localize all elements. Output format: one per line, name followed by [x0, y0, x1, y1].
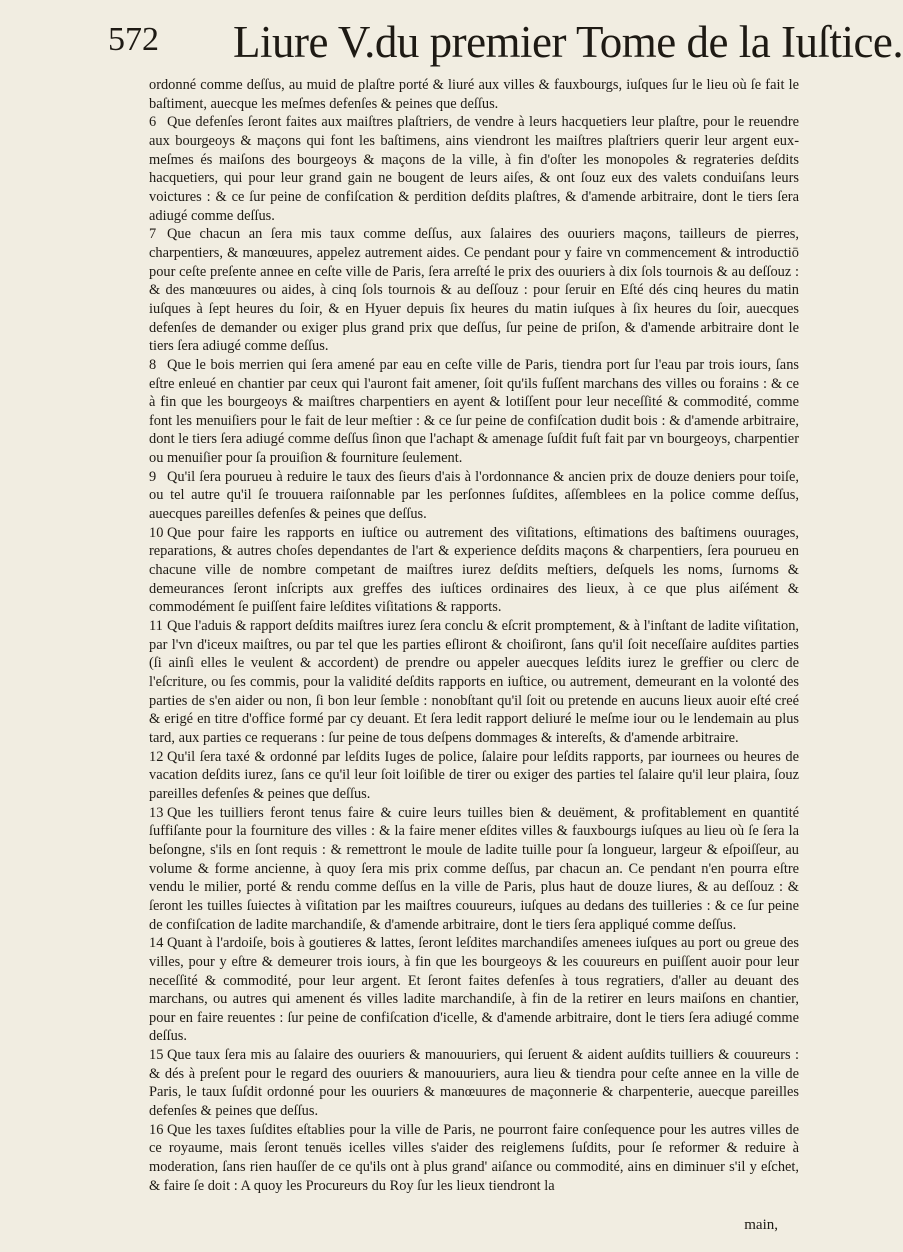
body-text — [149, 76, 799, 1195]
article-number: 14 — [149, 935, 164, 952]
article-11: 11 Que l'aduis & rapport deſdits maiſtres iurez ſera conclu & eſcrit promptement, & à l'inſtant de ladite viſitation, par l'vn d'iceux maiſtres, ou par tel que les parties eſliront & choiſiront, ſans qu'il ſoit neceſſaire auſdites parties (ſi ainſi elles le veulent & accordent) de prendre ou appeler auecques leſdits iurez le greffier ou clerc de l'eſcriture, ou ſes commis, pour la validité deſdits rapports en iuſtice, ou autrement, demeurant en la volonté des parties de s'en aider ou non, ſi bon leur ſemble : nonobſtant qu'il ſoit ou pretende en aucuns lieux auoir eſté creé & erigé en titre d'office formé par cy deuant. Et ſera ledit rapport deliuré le meſme iour ou le lendemain au plus tard, aux parties ce requerans : ſur peine de tous deſpens dommages & intereſts, & d'amende arbitraire. — [149, 618, 799, 746]
article-14: 14 Quant à l'ardoiſe, bois à goutieres & lattes, ſeront leſdites marchandiſes amenees iuſques au port ou greue des villes, pour y eſtre & demeurer trois iours, à fin que les bourgeoys & les couureurs en puiſſent auoir pour leur neceſſité & commodité, pour leur argent. Et ſeront faites defenſes à tous regratiers, d'aller au deuant des marchans, ou autres qui amenent és villes ladite marchandiſe, à fin de la retirer en leurs maiſons en chantier, pour en faire reuentes : ſur peine de confiſcation d'icelle, & d'amende arbitraire, dont le tiers ſera adiugé comme deſſus. — [149, 935, 799, 1045]
article-7: 7 Que chacun an ſera mis taux comme deſſus, aux ſalaires des ouuriers maçons, tailleurs de pierres, charpentiers, & manœuures, appelez autrement aides. Ce pendant pour y faire vn commencement & introductiō pour ceſte preſente annee en ceſte ville de Paris, ſera arreſté le prix des ouuriers à dix ſols tournois & au deſſouz : & des manœuures ou aides, à cinq ſols tournois & au deſſouz : pour ſeruir en Eſté dés cinq heures du matin iuſques à ſept heures du ſoir, & en Hyuer depuis ſix heures du matin iuſques à ſix heures du ſoir, auecques defenſes de demander ou exiger plus grand prix que deſſus, ſur peine de priſon, & d'amende arbitraire dont le tiers ſera adiugé comme deſſus. — [149, 226, 799, 355]
article-number: 6 — [149, 114, 157, 131]
article-6: 6 Que defenſes ſeront faites aux maiſtres plaſtriers, de vendre à leurs hacquetiers leur plaſtre, pour le reuendre aux bourgeoys & maçons qui font les baſtimens, ains viendront les maiſtres plaſtriers querir leur argent eux-meſmes és maiſons des bourgeoys & maçons de la ville, à fin d'oſter les monopoles & regrateries deſdits hacquetiers, qui pour leur grand gain ne bougent de leurs aiſes, & ont ſouz eux des valets conduiſans leurs voictures : & ce ſur peine de confiſcation & perdition deſdits plaſtres, & d'amende arbitraire, dont le tiers ſera adiugé comme deſſus. — [149, 114, 799, 224]
article-number: 16 — [149, 1121, 164, 1138]
catchword: main, — [744, 1217, 778, 1233]
article-10: 10 Que pour faire les rapports en iuſtice ou autrement des viſitations, eſtimations des baſtimens ouurages, reparations, & autres choſes dependantes de l'art & experience deſdits maçons & charpentiers, ſera pourueu en chacune ville de nombre competant de maiſtres iurez deſdits meſtiers, deſquels les noms, ſurnoms & demeurances ſeront inſcripts aux greffes des iuſtices ordinaires des lieux, à ce que plus aiſément & commodément ſe puiſſent faire leſdites viſitations & rapports. — [149, 524, 799, 616]
article-number: 10 — [149, 524, 164, 541]
article-number: 11 — [149, 618, 163, 635]
article-16: 16 Que les taxes ſuſdites eſtablies pour la ville de Paris, ne pourront faire conſequence pour les autres villes de ce royaume, mais ſeront tenuës icelles villes s'aider des reiglemens ſuſdits, pour ſe reformer & reduire à moderation, ſans rien hauſſer de ce qu'ils ont à plus grand' aiſance ou commodité, ains en diminuer s'il y eſchet, & faire ſe doit : A quoy les Procureurs du Roy ſur les lieux tiendront la — [149, 1121, 799, 1194]
article-9: 9 Qu'il ſera pourueu à reduire le taux des ſieurs d'ais à l'ordonnance & ancien prix de douze deniers pour toiſe, ou tel autre qu'il ſe trouuera raiſonnable par les perſonnes ſuſdites, aſſemblees en la police comme deſſus, auecques pareilles defenſes & peines que deſſus. — [149, 468, 799, 523]
page-number: 572 — [108, 21, 159, 58]
article-number: 13 — [149, 804, 164, 821]
article-number: 15 — [149, 1047, 164, 1064]
article-15: 15 Que taux ſera mis au ſalaire des ouuriers & manouuriers, qui ſeruent & aident auſdits tuilliers & couureurs : & dés à preſent pour le regard des ouuriers & manouuriers, aura lieu & tiendra pour ceſte annee en la ville de Paris, le taux ſuſdit ordonné pour les ouuriers & manœuures de maçonnerie & charpenterie, auecque pareilles defenſes & peines que deſſus. — [149, 1047, 799, 1120]
article-12: 12 Qu'il ſera taxé & ordonné par leſdits Iuges de police, ſalaire pour leſdits rapports, par iournees ou heures de vacation deſdits iurez, ſans ce qu'il leur ſoit loiſible de tirer ou exiger des parties tel ſalaire qu'il leur plaira, ſouz pareilles defenſes & peines que deſſus. — [149, 748, 799, 802]
article-8: 8 Que le bois merrien qui ſera amené par eau en ceſte ville de Paris, tiendra port ſur l'eau par trois iours, ſans eſtre enleué en chantier par ceux qui l'auront fait amener, ſoit qu'ils fuſſent marchans des villes ou forains : & ce à fin que les bourgeoys & maiſtres charpentiers en ayent & lotiſſent pour leur neceſſité & commodité, comme font les menuiſiers pour le fait de leur meſtier : & ce ſur peine de confiſcation dudit bois : & d'amende arbitraire, dont le tiers ſera adiugé comme deſſus ſinon que l'achapt & amenage ſuſdit fuſt fait par vn bourgeoys, charpentier ou menuiſier pour ſa prouiſion & fourniture ſeulement. — [149, 356, 799, 467]
article-number: 8 — [149, 356, 157, 373]
running-title: Liure V.du premier Tome de la Iuſtice. — [233, 17, 903, 67]
article-13: 13 Que les tuilliers feront tenus faire & cuire leurs tuilles bien & deuëment, & profitablement en quantité ſuffiſante pour la fourniture des villes : & la faire mener eſdites villes & fauxbourgs iuſques au lieu où ſe ſera la beſongne, s'ils en ſont requis : & remettront le moule de ladite tuille pour ſa longueur, largeur & eſpoiſſeur, au volume & forme ancienne, à quoy ſera mis prix comme deſſus, par chacun an. Ce pendant n'en pourra eſtre vendu le milier, porté & rendu comme deſſus en la ville de Paris, plus haut de douze liures, & au deſſouz : & ſeront les tuilles ſuiectes à viſitation par les maiſtres couureurs, iuſques au dedans des tuilleries : & ce ſur peine de confiſcation de ladite marchandiſe, & d'amende arbitraire, dont le tiers ſera appliqué comme deſſus. — [149, 804, 799, 933]
article-number: 12 — [149, 748, 164, 765]
page-header — [0, 0, 903, 76]
article-number: 9 — [149, 468, 157, 485]
article-number: 7 — [149, 226, 157, 243]
paragraph-continued: ordonné comme deſſus, au muid de plaſtre porté & liuré aux villes & fauxbourgs, iuſques ſur le lieu où ſe fait le baſtiment, auecque les meſmes defenſes & peines que deſſus. — [149, 77, 799, 112]
